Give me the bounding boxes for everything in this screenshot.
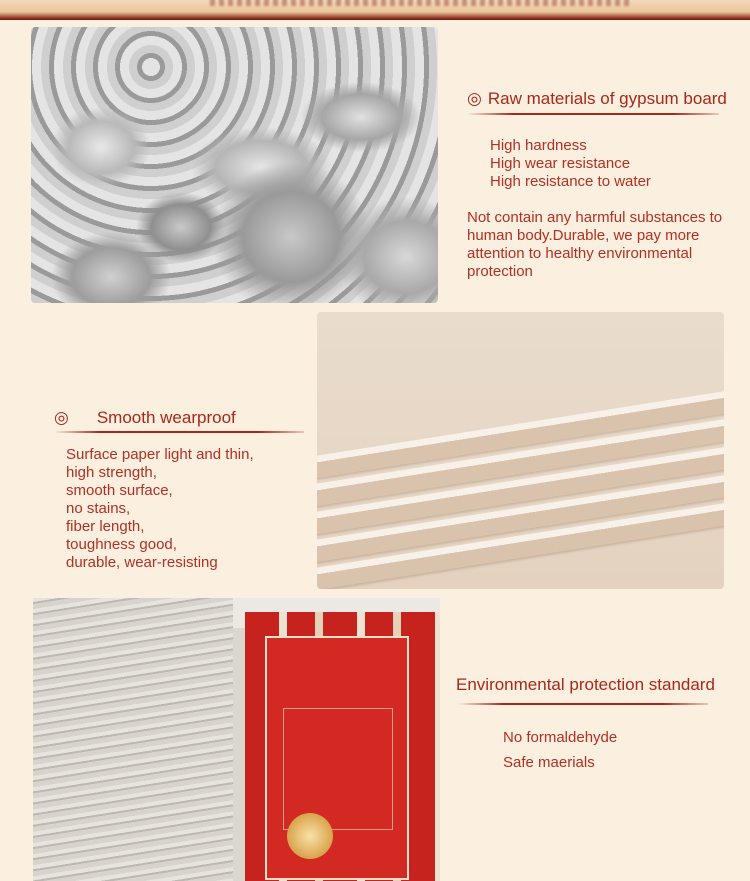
list-item: high strength, xyxy=(66,464,157,481)
list-item: High resistance to water xyxy=(490,173,651,190)
section3-feature-list xyxy=(503,725,617,775)
board-stack-photo xyxy=(33,598,440,881)
section1-divider xyxy=(467,113,719,115)
gypsum-boards-photo xyxy=(317,312,724,589)
list-item: smooth surface, xyxy=(66,482,173,499)
list-item: durable, wear-resisting xyxy=(66,554,218,571)
list-item: Safe maerials xyxy=(503,754,595,771)
top-banner xyxy=(0,0,750,20)
product-certificate xyxy=(265,636,409,880)
list-item: Surface paper light and thin, xyxy=(66,446,254,463)
section1-heading xyxy=(467,89,727,109)
section2-heading-text: Smooth wearproof xyxy=(96,408,236,427)
section1-heading-text: Raw materials of gypsum board xyxy=(487,89,727,108)
gypsum-rocks-photo xyxy=(31,27,438,303)
list-item: High wear resistance xyxy=(490,155,631,172)
section1-description: Not contain any harmful substances to human body.Durable, we pay more attention to healthy environmental protection xyxy=(467,209,723,280)
list-item: High hardness xyxy=(490,137,587,154)
seal-icon xyxy=(287,813,333,859)
list-item: No formaldehyde xyxy=(503,729,618,746)
section1-feature-list xyxy=(490,137,651,191)
list-item: toughness good, xyxy=(66,536,177,553)
list-item: fiber length, xyxy=(66,518,145,535)
section2-feature-list xyxy=(66,446,254,572)
target-icon: ◎ xyxy=(54,408,69,427)
target-icon: ◎ xyxy=(467,89,482,108)
section2-divider xyxy=(54,431,304,433)
section3-heading: Environmental protection standard xyxy=(456,675,715,694)
section2-heading xyxy=(54,408,236,428)
stack-edge-lines xyxy=(33,598,233,881)
banner-blurred-text xyxy=(210,0,630,6)
certificate-text-area xyxy=(283,708,393,830)
list-item: no stains, xyxy=(66,500,131,517)
section3-divider xyxy=(458,703,708,705)
